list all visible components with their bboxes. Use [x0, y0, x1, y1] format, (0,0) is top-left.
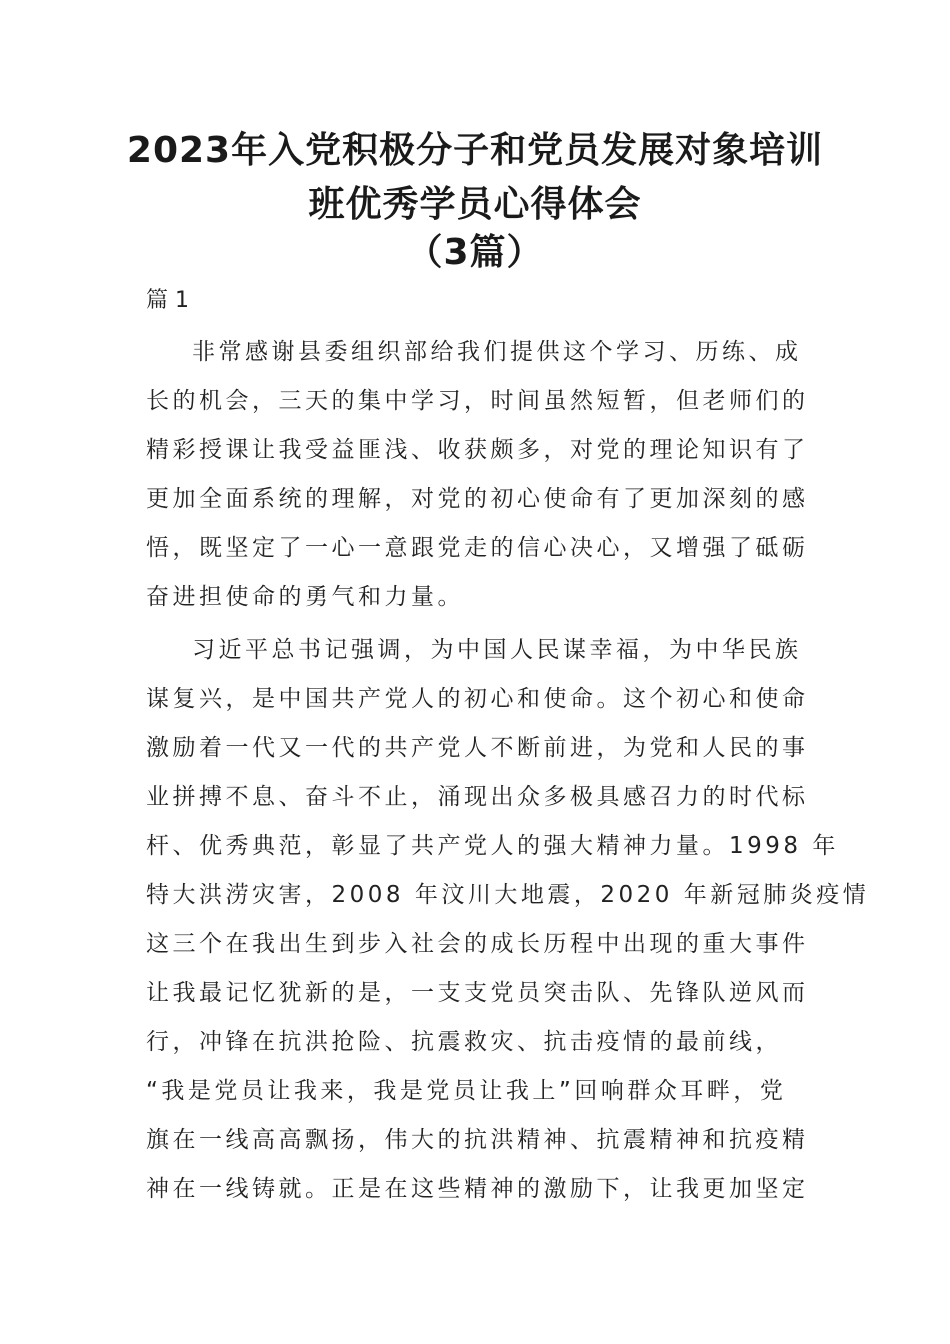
body-line: 习近平总书记强调，为中国人民谋幸福，为中华民族: [192, 637, 802, 663]
body-line: 谋复兴，是中国共产党人的初心和使命。这个初心和使命: [146, 686, 809, 712]
body-line: 奋进担使命的勇气和力量。: [146, 584, 464, 610]
body-line: 悟，既坚定了一心一意跟党走的信心决心，又增强了砥砺: [146, 535, 809, 561]
document-title-count: （3篇）: [406, 232, 544, 273]
body-line: 激励着一代又一代的共产党人不断前进，为党和人民的事: [146, 735, 809, 761]
document-title-line-2: 班优秀学员心得体会: [308, 184, 642, 225]
document-title-line-1: 2023年入党积极分子和党员发展对象培训: [126, 130, 824, 171]
body-line: 更加全面系统的理解，对党的初心使命有了更加深刻的感: [146, 486, 809, 512]
section-label: 篇 1: [146, 288, 189, 313]
body-line: “我是党员让我来，我是党员让我上”回响群众耳畔，党: [146, 1078, 787, 1104]
body-line: 非常感谢县委组织部给我们提供这个学习、历练、成: [192, 339, 802, 365]
body-line: 杆、优秀典范，彰显了共产党人的强大精神力量。1998 年: [146, 833, 839, 859]
body-line: 神在一线铸就。正是在这些精神的激励下，让我更加坚定: [146, 1176, 809, 1202]
body-line: 特大洪涝灾害，2008 年汶川大地震，2020 年新冠肺炎疫情: [146, 882, 870, 908]
body-line: 旗在一线高高飘扬，伟大的抗洪精神、抗震精神和抗疫精: [146, 1127, 809, 1153]
body-line: 行，冲锋在抗洪抢险、抗震救灾、抗击疫情的最前线，: [146, 1029, 782, 1055]
body-line: 让我最记忆犹新的是，一支支党员突击队、先锋队逆风而: [146, 980, 809, 1006]
body-line: 长的机会，三天的集中学习，时间虽然短暂，但老师们的: [146, 388, 809, 414]
body-line: 这三个在我出生到步入社会的成长历程中出现的重大事件: [146, 931, 809, 957]
body-line: 业拼搏不息、奋斗不止，涌现出众多极具感召力的时代标: [146, 784, 809, 810]
body-line: 精彩授课让我受益匪浅、收获颇多，对党的理论知识有了: [146, 437, 809, 463]
